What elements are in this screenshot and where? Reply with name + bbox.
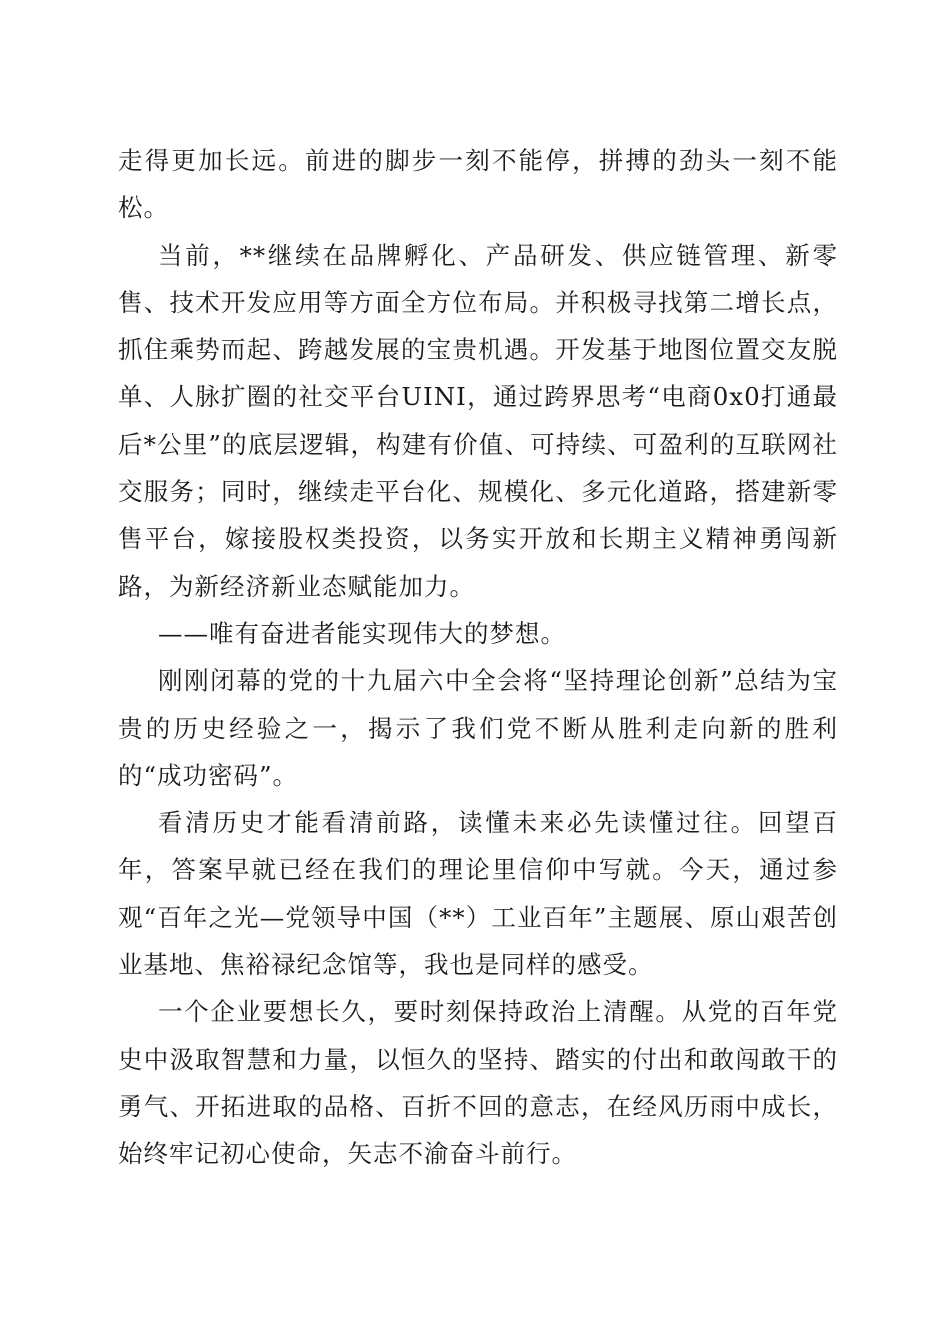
paragraph-continuation: 走得更加长远。前进的脚步一刻不能停，拼搏的劲头一刻不能松。 — [118, 146, 838, 223]
paragraph-slogan: ——唯有奋进者能实现伟大的梦想。 — [158, 618, 566, 648]
paragraph-plenary-session: 刚刚闭幕的党的十九届六中全会将“坚持理论创新”总结为宝贵的历史经验之一，揭示了我们党不断从胜利走向新的胜利的“成功密码”。 — [118, 666, 838, 790]
paragraph-business-layout: 当前，**继续在品牌孵化、产品研发、供应链管理、新零售、技术开发应用等方面全方位布局。并积极寻找第二增长点，抓住乘势而起、跨越发展的宝贵机遇。开发基于地图位置交友脱单、人脉扩圈的社交平台UINI，通过跨界思考“电商0x0打通最后*公里”的底层逻辑，构建有价值、可持续、可盈利的互联网社交服务；同时，继续走平台化、规模化、多元化道路，搭建新零售平台，嫁接股权类投资，以务实开放和长期主义精神勇闯新路，为新经济新业态赋能加力。 — [118, 240, 838, 601]
document-body — [118, 137, 838, 1178]
paragraph-enterprise: 一个企业要想长久，要时刻保持政治上清醒。从党的百年党史中汲取智慧和力量，以恒久的坚持、踏实的付出和敢闯敢干的勇气、开拓进取的品格、百折不回的意志，在经风历雨中成长，始终牢记初心使命，矢志不渝奋斗前行。 — [118, 997, 838, 1169]
paragraph-history: 看清历史才能看清前路，读懂未来必先读懂过往。回望百年，答案早就已经在我们的理论里信仰中写就。今天，通过参观“百年之光—党领导中国（**）工业百年”主题展、原山艰苦创业基地、焦裕禄纪念馆等，我也是同样的感受。 — [118, 808, 838, 980]
